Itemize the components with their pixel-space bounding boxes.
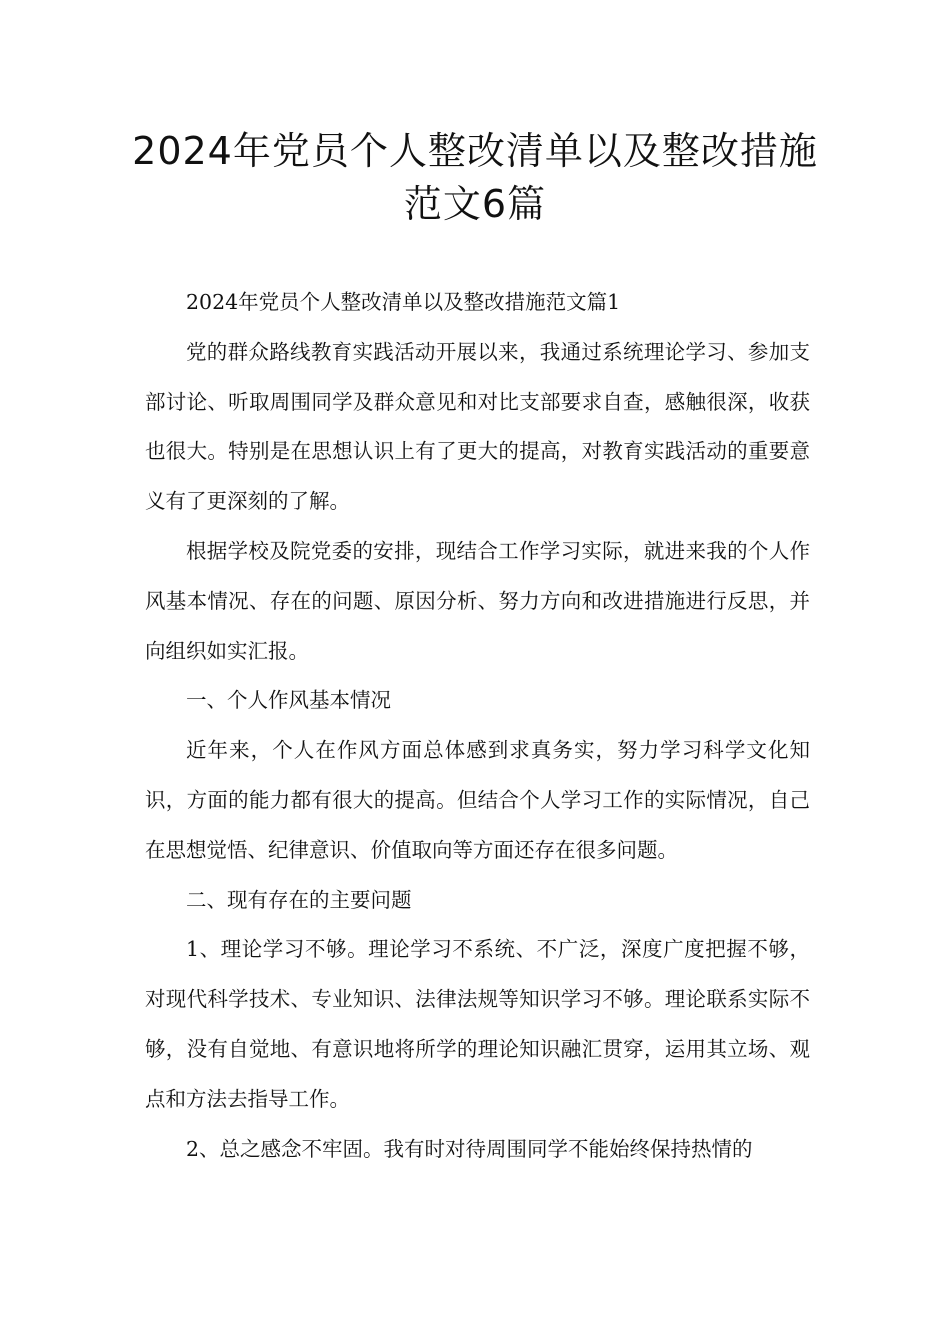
- section-heading: 2024年党员个人整改清单以及整改措施范文篇1: [186, 290, 621, 314]
- section-heading: 一、个人作风基本情况: [186, 688, 391, 713]
- section-heading: 二、现有存在的主要问题: [186, 887, 412, 912]
- paragraph: 党的群众路线教育实践活动开展以来，我通过系统理论学习、参加支部讨论、听取周围同学及群众意见和对比支部要求自查，感触很深，收获也很大。特别是在思想认识上有了更大的提高，对教育实践活动的重要意义有了更深刻的了解。: [145, 339, 810, 514]
- document-body: [145, 278, 810, 1174]
- document-title-line-2: 范文6篇: [403, 182, 547, 226]
- paragraph: 2、总之感念不牢固。我有时对待周围同学不能始终保持热情的: [186, 1136, 753, 1161]
- paragraph: 近年来，个人在作风方面总体感到求真务实，努力学习科学文化知识，方面的能力都有很大的提高。但结合个人学习工作的实际情况，自己在思想觉悟、纪律意识、价值取向等方面还存在很多问题。: [145, 738, 810, 862]
- paragraph: 根据学校及院党委的安排，现结合工作学习实际，就进来我的个人作风基本情况、存在的问题、原因分析、努力方向和改进措施进行反思，并向组织如实汇报。: [145, 538, 810, 663]
- paragraph: 1、理论学习不够。理论学习不系统、不广泛，深度广度把握不够，对现代科学技术、专业知识、法律法规等知识学习不够。理论联系实际不够，没有自觉地、有意识地将所学的理论知识融汇贯穿，运用其立场、观点和方法去指导工作。: [145, 937, 810, 1111]
- document-title-line-1: 2024年党员个人整改清单以及整改措施: [132, 129, 818, 173]
